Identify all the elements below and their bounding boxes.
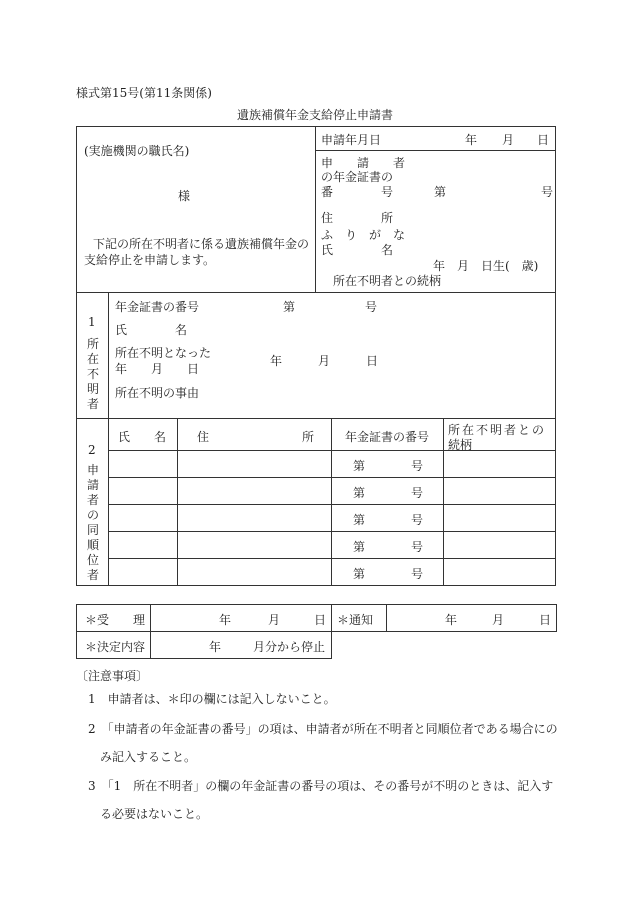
missing-cert-go: 号 [365, 300, 378, 314]
peer-row-4-go: 号 [411, 540, 424, 554]
peers-col-relation-1: 所在不明者との [448, 423, 547, 437]
peers-col-address-b: 所 [302, 430, 315, 444]
sama-label: 様 [178, 189, 191, 203]
peer-row-3-dai: 第 [353, 513, 366, 527]
form-title: 遺族補償年金支給停止申請書 [236, 108, 393, 122]
statement-line-2: 支給停止を申請します。 [84, 253, 216, 267]
application-date-day: 日 [537, 133, 550, 147]
application-date-month: 月 [502, 133, 515, 147]
missing-since-label-2: 年 月 日 [115, 362, 200, 376]
relation-label: 所在不明者との続柄 [333, 274, 442, 288]
missing-since-label-1: 所在不明となった [115, 346, 212, 360]
applicant-cert-label-3: 番 号 [321, 185, 394, 199]
peer-row-1-go: 号 [411, 459, 424, 473]
peers-col-cert: 年金証書の番号 [345, 430, 430, 444]
received-label: ＊受 理 [85, 613, 146, 627]
application-date-label: 申請年月日 [321, 133, 382, 147]
received-month: 月 [268, 613, 281, 627]
address-label: 住 所 [321, 211, 394, 225]
received-year: 年 [219, 613, 232, 627]
organization-label: (実施機関の職氏名) [84, 144, 190, 158]
notice-month: 月 [492, 613, 505, 627]
section-2-label: 申請者の同順位者 [86, 463, 99, 582]
peers-col-name: 氏 名 [118, 430, 167, 444]
missing-name-label: 氏 名 [115, 323, 188, 337]
missing-since-day: 日 [366, 354, 379, 368]
applicant-cert-label-2: の年金証書の [321, 170, 394, 184]
notice-label: ＊通知 [337, 613, 374, 627]
form-number: 様式第15号(第11条関係) [76, 86, 212, 100]
decision-text: 月分から停止 [253, 640, 326, 654]
peers-col-relation-2: 続柄 [448, 438, 473, 452]
section-1-number: 1 [88, 315, 96, 329]
decision-label: ＊決定内容 [85, 640, 146, 654]
furigana-label: ふ り が な [321, 228, 406, 242]
section-1-label: 所在不明者 [86, 337, 99, 411]
decision-year: 年 [209, 640, 222, 654]
notes-heading: 〔注意事項〕 [76, 669, 149, 683]
note-item-3-cont: る必要はないこと。 [88, 807, 209, 821]
peer-row-5-go: 号 [411, 567, 424, 581]
note-item-3: 3 「1 所在不明者」の欄の年金証書の番号の項は、その番号が不明のときは、記入す [88, 779, 554, 793]
peer-row-4-dai: 第 [353, 540, 366, 554]
applicant-name-label: 氏 名 [321, 243, 394, 257]
section-2-number: 2 [88, 443, 96, 457]
missing-cert-label: 年金証書の番号 [115, 300, 200, 314]
peers-col-address-a: 住 [197, 430, 210, 444]
peer-row-5-dai: 第 [353, 567, 366, 581]
peer-row-1-dai: 第 [353, 459, 366, 473]
received-day: 日 [314, 613, 327, 627]
note-item-1: 1 申請者は、＊印の欄には記入しないこと。 [88, 692, 336, 706]
peer-row-3-go: 号 [411, 513, 424, 527]
applicant-cert-label-1: 申 請 者 [321, 156, 406, 170]
missing-since-month: 月 [318, 354, 331, 368]
missing-since-year: 年 [270, 354, 283, 368]
note-item-2: 2 「申請者の年金証書の番号」の項は、申請者が所在不明者と同順位者である場合にの [88, 722, 558, 736]
note-item-2-cont: み記入すること。 [88, 750, 197, 764]
application-date-year: 年 [465, 133, 478, 147]
applicant-cert-go: 号 [541, 185, 554, 199]
notice-year: 年 [445, 613, 458, 627]
statement-line-1: 下記の所在不明者に係る遺族補償年金の [93, 237, 310, 251]
missing-cert-dai: 第 [283, 300, 296, 314]
peer-row-2-go: 号 [411, 486, 424, 500]
birth-date-label: 年 月 日生( 歳) [433, 259, 539, 273]
peer-row-2-dai: 第 [353, 486, 366, 500]
notice-day: 日 [539, 613, 552, 627]
applicant-cert-dai: 第 [434, 185, 447, 199]
missing-reason-label: 所在不明の事由 [115, 386, 200, 400]
